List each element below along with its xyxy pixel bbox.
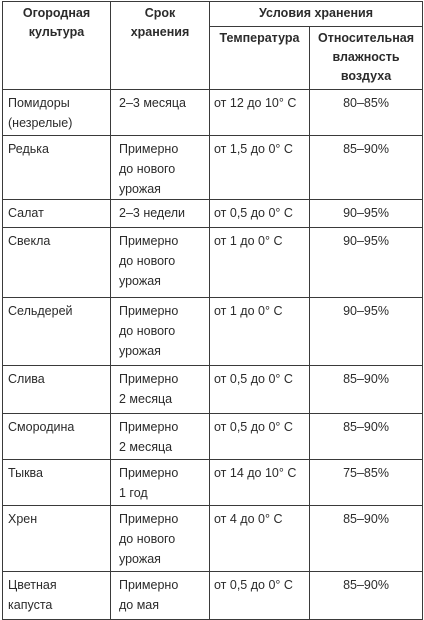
term-cell: Примерно 1 год <box>111 460 210 506</box>
header-crop: Огородная культура <box>3 2 111 90</box>
storage-table <box>2 1 423 620</box>
table-row <box>3 366 423 414</box>
crop-cell: Свекла <box>3 228 111 298</box>
table-row <box>3 136 423 200</box>
temp-cell: от 4 до 0° С <box>210 506 310 572</box>
crop-cell: Салат <box>3 200 111 228</box>
table-row <box>3 228 423 298</box>
crop-cell: Помидоры (незрелые) <box>3 90 111 136</box>
humidity-cell: 90–95% <box>310 228 423 298</box>
table-row <box>3 90 423 136</box>
term-cell: Примерно до нового урожая <box>111 506 210 572</box>
temp-cell: от 1 до 0° С <box>210 228 310 298</box>
temp-cell: от 14 до 10° С <box>210 460 310 506</box>
temp-cell: от 0,5 до 0° С <box>210 414 310 460</box>
crop-cell: Редька <box>3 136 111 200</box>
humidity-cell: 80–85% <box>310 90 423 136</box>
header-term: Срок хранения <box>111 2 210 90</box>
crop-cell: Тыква <box>3 460 111 506</box>
term-cell: Примерно 2 месяца <box>111 366 210 414</box>
humidity-cell: 90–95% <box>310 298 423 366</box>
humidity-cell: 85–90% <box>310 506 423 572</box>
term-cell: 2–3 недели <box>111 200 210 228</box>
table-row <box>3 506 423 572</box>
table-row <box>3 200 423 228</box>
header-conditions: Условия хранения <box>210 2 423 27</box>
term-cell: Примерно 2 месяца <box>111 414 210 460</box>
term-cell: Примерно до нового урожая <box>111 228 210 298</box>
table-row <box>3 298 423 366</box>
temp-cell: от 12 до 10° С <box>210 90 310 136</box>
table-row <box>3 460 423 506</box>
humidity-cell: 85–90% <box>310 366 423 414</box>
term-cell: Примерно до нового урожая <box>111 136 210 200</box>
humidity-cell: 85–90% <box>310 572 423 620</box>
humidity-cell: 90–95% <box>310 200 423 228</box>
header-humidity: Относительная влажность воздуха <box>310 27 423 90</box>
temp-cell: от 1,5 до 0° С <box>210 136 310 200</box>
term-cell: Примерно до мая <box>111 572 210 620</box>
header-temperature: Температура <box>210 27 310 90</box>
crop-cell: Цветная капуста <box>3 572 111 620</box>
crop-cell: Слива <box>3 366 111 414</box>
crop-cell: Сельдерей <box>3 298 111 366</box>
crop-cell: Смородина <box>3 414 111 460</box>
term-cell: 2–3 месяца <box>111 90 210 136</box>
humidity-cell: 75–85% <box>310 460 423 506</box>
table-row <box>3 572 423 620</box>
temp-cell: от 0,5 до 0° С <box>210 200 310 228</box>
humidity-cell: 85–90% <box>310 414 423 460</box>
humidity-cell: 85–90% <box>310 136 423 200</box>
crop-cell: Хрен <box>3 506 111 572</box>
temp-cell: от 1 до 0° С <box>210 298 310 366</box>
table-row <box>3 414 423 460</box>
temp-cell: от 0,5 до 0° С <box>210 366 310 414</box>
term-cell: Примерно до нового урожая <box>111 298 210 366</box>
temp-cell: от 0,5 до 0° С <box>210 572 310 620</box>
